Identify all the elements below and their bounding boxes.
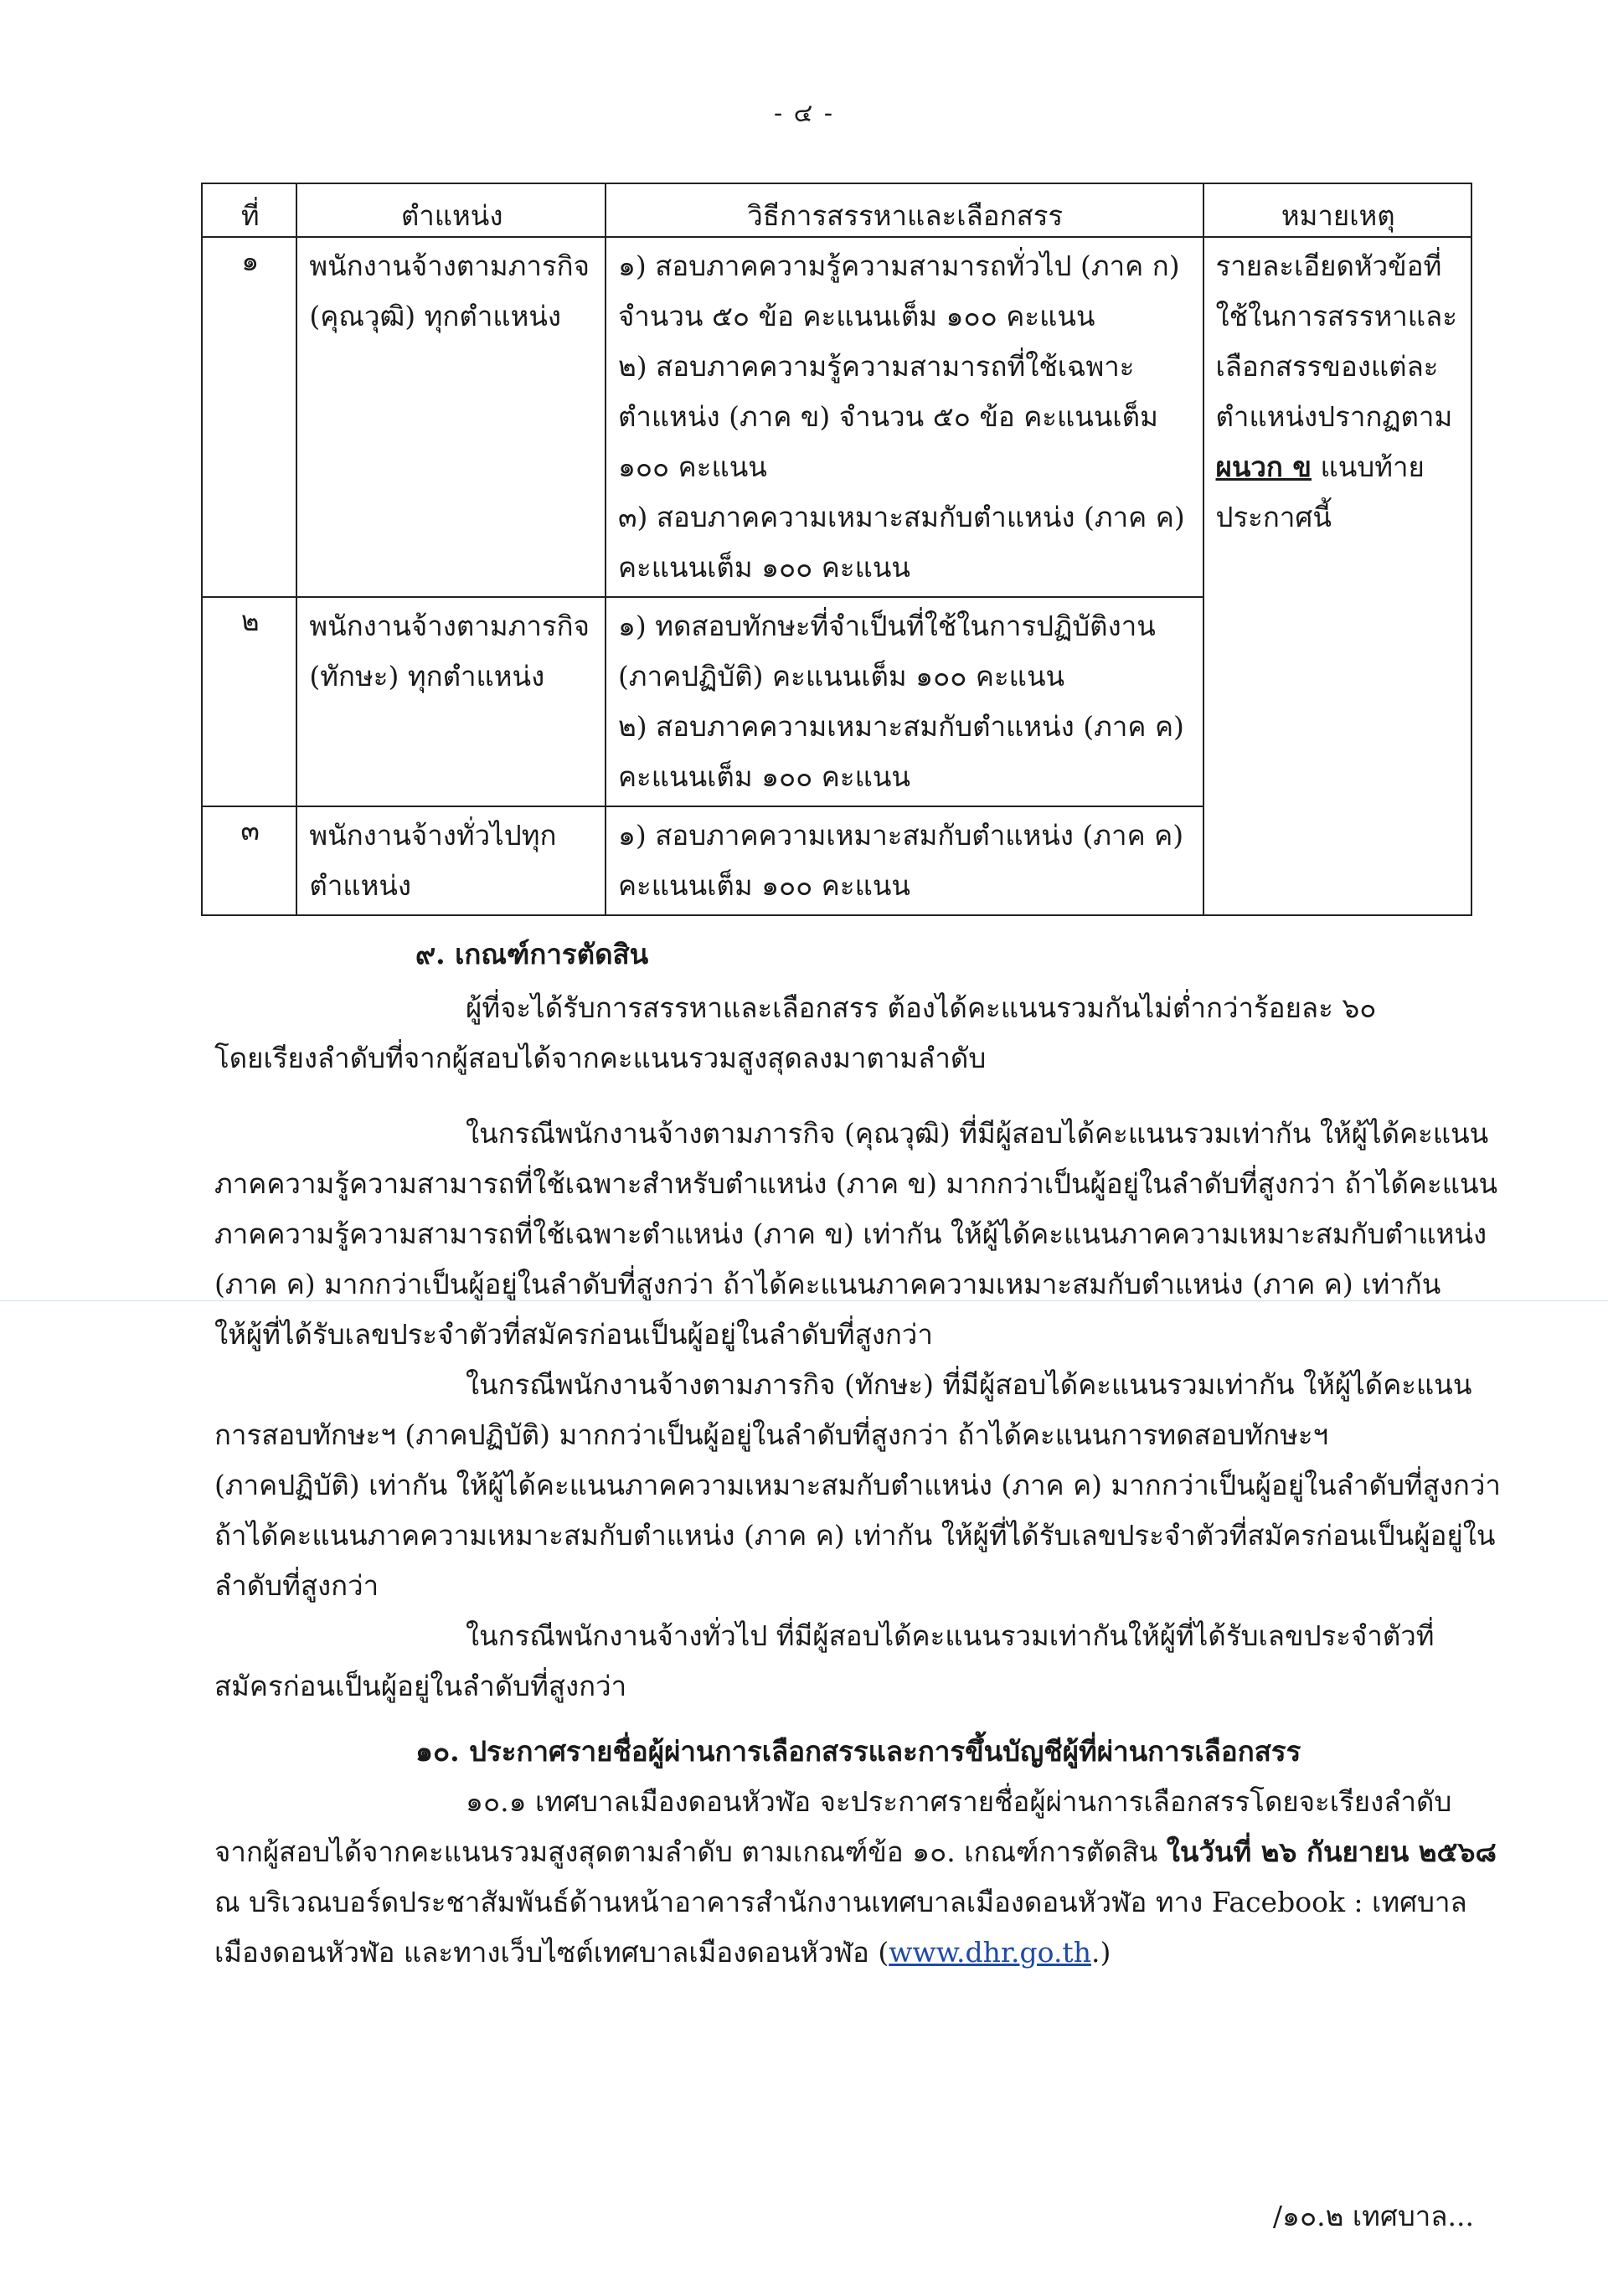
position-line: พนักงานจ้างตามภารกิจ bbox=[309, 250, 590, 282]
next-page-reference: /๑๐.๒ เทศบาล... bbox=[1272, 2200, 1474, 2232]
section-9-heading: ๙. เกณฑ์การตัดสิน bbox=[415, 938, 649, 970]
paragraph-line: ให้ผู้ที่ได้รับเลขประจำตัวที่สมัครก่อนเป็นผู้อยู่ในลำดับที่สูงกว่า bbox=[214, 1318, 933, 1351]
position-line: (คุณวุฒิ) ทุกตำแหน่ง bbox=[309, 300, 562, 332]
paragraph-line: ในกรณีพนักงานจ้างตามภารกิจ (ทักษะ) ที่มีผู้สอบได้คะแนนรวมเท่ากัน ให้ผู้ได้คะแนน bbox=[466, 1368, 1472, 1401]
note-line: ใช้ในการสรรหาและ bbox=[1215, 300, 1458, 332]
method-line: จำนวน ๕๐ ข้อ คะแนนเต็ม ๑๐๐ คะแนน bbox=[617, 300, 1095, 332]
header-no: ที่ bbox=[202, 183, 296, 237]
position-line: (ทักษะ) ทุกตำแหน่ง bbox=[309, 660, 545, 692]
paragraph-line: การสอบทักษะฯ (ภาคปฏิบัติ) มากกว่าเป็นผู้อยู่ในลำดับที่สูงกว่า ถ้าได้คะแนนการทดสอบทักษะฯ bbox=[214, 1418, 1329, 1451]
method-cell bbox=[606, 237, 1203, 597]
position-cell bbox=[296, 806, 606, 915]
method-line: ๓) สอบภาคความเหมาะสมกับตำแหน่ง (ภาค ค) bbox=[617, 501, 1185, 533]
method-line: ๑) สอบภาคความเหมาะสมกับตำแหน่ง (ภาค ค) bbox=[617, 819, 1184, 852]
paragraph-line: ภาคความรู้ความสามารถที่ใช้เฉพาะสำหรับตำแหน่ง (ภาค ข) มากกว่าเป็นผู้อยู่ในลำดับที่สูงกว่า ถ้าได้คะแนน bbox=[214, 1167, 1498, 1200]
row-number: ๑ bbox=[202, 237, 296, 597]
header-position: ตำแหน่ง bbox=[296, 183, 606, 237]
header-method: วิธีการสรรหาและเลือกสรร bbox=[606, 183, 1203, 237]
paragraph-line bbox=[214, 1827, 1497, 1877]
section-9 bbox=[214, 929, 1501, 1712]
paragraph-line: ลำดับที่สูงกว่า bbox=[214, 1569, 379, 1602]
method-line: ๑) ทดสอบทักษะที่จำเป็นที่ใช้ในการปฏิบัติงาน bbox=[617, 610, 1156, 642]
method-line: ๒) สอบภาคความรู้ความสามารถที่ใช้เฉพาะ bbox=[617, 350, 1135, 383]
section-9-paragraph bbox=[214, 1360, 1501, 1611]
method-cell bbox=[606, 597, 1203, 806]
website-link[interactable]: www.dhr.go.th bbox=[889, 1936, 1091, 1969]
paragraph-line: ผู้ที่จะได้รับการสรรหาและเลือกสรร ต้องได้คะแนนรวมกันไม่ต่ำกว่าร้อยละ ๖๐ bbox=[466, 991, 1377, 1024]
scan-artifact-line bbox=[0, 1300, 1608, 1301]
paragraph-line bbox=[214, 1928, 1471, 1978]
position-line: พนักงานจ้างตามภารกิจ bbox=[309, 610, 590, 642]
method-line: คะแนนเต็ม ๑๐๐ คะแนน bbox=[617, 760, 910, 793]
paragraph-line: โดยเรียงลำดับที่จากผู้สอบได้จากคะแนนรวมสูงสุดลงมาตามลำดับ bbox=[214, 1042, 987, 1074]
paragraph-text: .) bbox=[1090, 1936, 1111, 1969]
paragraph-line: ภาคความรู้ความสามารถที่ใช้เฉพาะตำแหน่ง (ภาค ข) เท่ากัน ให้ผู้ได้คะแนนภาคความเหมาะสมกับตำแหน่ง bbox=[214, 1217, 1487, 1250]
section-9-paragraph bbox=[214, 1109, 1498, 1360]
position-cell bbox=[296, 237, 606, 597]
position-line: ตำแหน่ง bbox=[309, 869, 412, 902]
note-line: รายละเอียดหัวข้อที่ bbox=[1215, 250, 1442, 282]
method-line: คะแนนเต็ม ๑๐๐ คะแนน bbox=[617, 869, 910, 902]
note-line: ประกาศนี้ bbox=[1215, 501, 1332, 533]
note-line-rest: แนบท้าย bbox=[1311, 450, 1425, 483]
section-10 bbox=[214, 1727, 1497, 1978]
section-10-heading: ๑๐. ประกาศรายชื่อผู้ผ่านการเลือกสรรและการขึ้นบัญชีผู้ที่ผ่านการเลือกสรร bbox=[415, 1735, 1301, 1768]
table-header-row bbox=[202, 183, 1471, 237]
paragraph-line: ถ้าได้คะแนนภาคความเหมาะสมกับตำแหน่ง (ภาค ค) เท่ากัน ให้ผู้ที่ได้รับเลขประจำตัวที่สมัครก่อนเป็นผู้อยู่ใน bbox=[214, 1519, 1496, 1552]
section-10-paragraph bbox=[214, 1777, 1497, 1978]
note-line: ตำแหน่งปรากฏตาม bbox=[1215, 400, 1453, 433]
position-cell bbox=[296, 597, 606, 806]
paragraph-line: ณ บริเวณบอร์ดประชาสัมพันธ์ด้านหน้าอาคารสำนักงานเทศบาลเมืองดอนหัวฬ่อ ทาง Facebook : เทศบาล bbox=[214, 1886, 1467, 1918]
paragraph-line: ในกรณีพนักงานจ้างตามภารกิจ (คุณวุฒิ) ที่มีผู้สอบได้คะแนนรวมเท่ากัน ให้ผู้ได้คะแนน bbox=[466, 1117, 1489, 1150]
header-note: หมายเหตุ bbox=[1203, 183, 1472, 237]
paragraph-line: (ภาคปฏิบัติ) เท่ากัน ให้ผู้ได้คะแนนภาคความเหมาะสมกับตำแหน่ง (ภาค ค) มากกว่าเป็นผู้อยู่ในลำดับที่สูงกว่า bbox=[214, 1469, 1501, 1501]
note-cell bbox=[1203, 237, 1472, 915]
section-9-paragraph bbox=[214, 983, 1471, 1084]
method-cell bbox=[606, 806, 1203, 915]
page-number: - ๔ - bbox=[773, 99, 835, 128]
paragraph-line: (ภาค ค) มากกว่าเป็นผู้อยู่ในลำดับที่สูงกว่า ถ้าได้คะแนนภาคความเหมาะสมกับตำแหน่ง (ภาค ค) เท่ากัน bbox=[214, 1268, 1441, 1300]
note-line bbox=[1216, 442, 1461, 492]
paragraph-text: จากผู้สอบได้จากคะแนนรวมสูงสุดตามลำดับ ตามเกณฑ์ข้อ ๑๐. เกณฑ์การตัดสิน bbox=[214, 1835, 1167, 1868]
paragraph-line: ในกรณีพนักงานจ้างทั่วไป ที่มีผู้สอบได้คะแนนรวมเท่ากันให้ผู้ที่ได้รับเลขประจำตัวที่ bbox=[466, 1619, 1435, 1652]
method-line: ตำแหน่ง (ภาค ข) จำนวน ๕๐ ข้อ คะแนนเต็ม bbox=[617, 400, 1158, 433]
method-line: ๑๐๐ คะแนน bbox=[617, 450, 767, 483]
method-line: คะแนนเต็ม ๑๐๐ คะแนน bbox=[617, 551, 910, 584]
announcement-date: ในวันที่ ๒๖ กันยายน ๒๕๖๘ bbox=[1166, 1835, 1497, 1868]
annex-reference: ผนวก ข bbox=[1215, 450, 1312, 483]
row-number: ๒ bbox=[202, 597, 296, 806]
selection-method-table bbox=[201, 183, 1472, 916]
table-row bbox=[202, 237, 1471, 597]
method-line: ๑) สอบภาคความรู้ความสามารถทั่วไป (ภาค ก) bbox=[617, 250, 1180, 282]
paragraph-line: สมัครก่อนเป็นผู้อยู่ในลำดับที่สูงกว่า bbox=[214, 1670, 627, 1702]
method-line: ๒) สอบภาคความเหมาะสมกับตำแหน่ง (ภาค ค) bbox=[617, 710, 1184, 743]
section-9-paragraph bbox=[214, 1611, 1471, 1712]
row-number: ๓ bbox=[202, 806, 296, 915]
paragraph-text: เมืองดอนหัวฬ่อ และทางเว็บไซต์เทศบาลเมืองดอนหัวฬ่อ ( bbox=[214, 1936, 889, 1969]
method-line: (ภาคปฏิบัติ) คะแนนเต็ม ๑๐๐ คะแนน bbox=[617, 660, 1065, 692]
note-line: เลือกสรรของแต่ละ bbox=[1215, 350, 1439, 383]
paragraph-line: ๑๐.๑ เทศบาลเมืองดอนหัวฬ่อ จะประกาศรายชื่อผู้ผ่านการเลือกสรรโดยจะเรียงลำดับ bbox=[466, 1785, 1452, 1818]
position-line: พนักงานจ้างทั่วไปทุก bbox=[309, 819, 557, 852]
